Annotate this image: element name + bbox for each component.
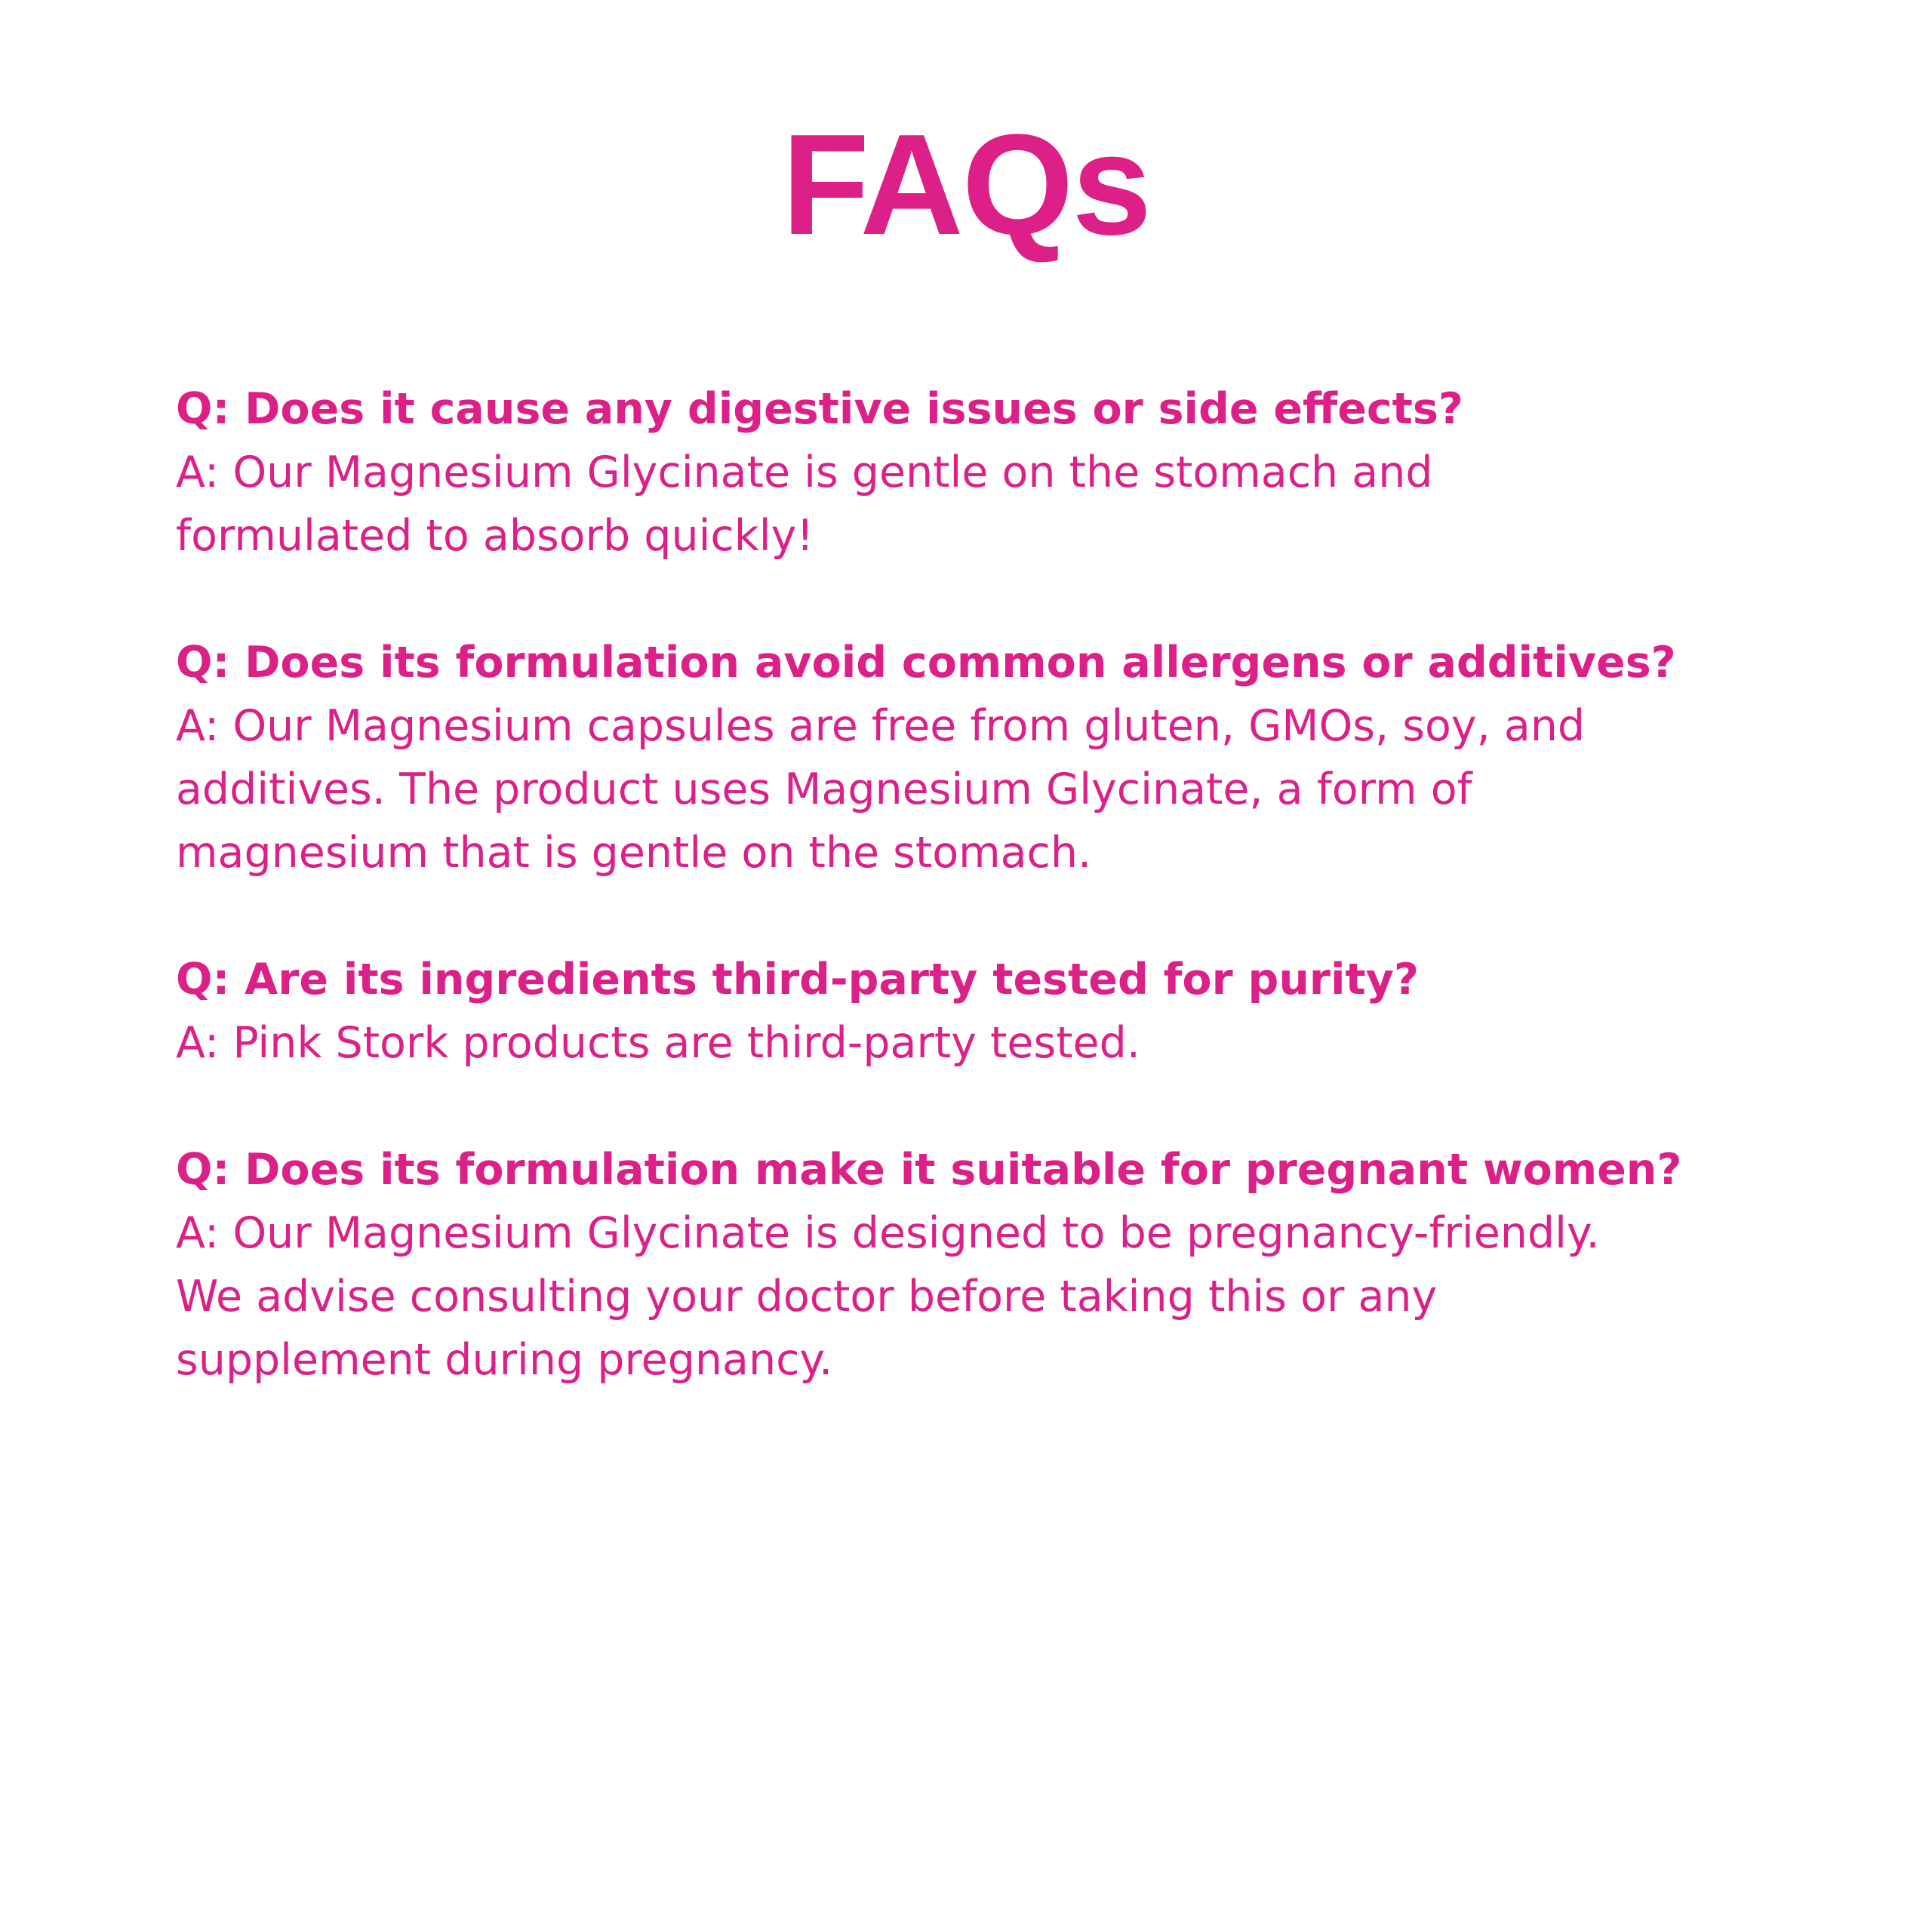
faq-answer-line: additives. The product uses Magnesium Glycinate, a form of <box>176 764 1472 814</box>
faq-question: Q: Does its formulation make it suitable for pregnant women? <box>176 1145 1682 1195</box>
faq-item <box>176 631 1806 884</box>
faq-item <box>176 377 1806 568</box>
faq-list <box>176 377 1806 1455</box>
faq-question: Q: Does it cause any digestive issues or side effects? <box>176 384 1463 434</box>
faq-answer-line: magnesium that is gentle on the stomach. <box>176 828 1092 878</box>
faq-answer-line: formulated to absorb quickly! <box>176 511 814 561</box>
faq-answer-line: We advise consulting your doctor before taking this or any <box>176 1272 1438 1321</box>
faq-answer-line: A: Our Magnesium Glycinate is gentle on the stomach and <box>176 448 1433 497</box>
faq-question: Q: Are its ingredients third-party tested for purity? <box>176 955 1420 1004</box>
faq-answer-line: A: Our Magnesium capsules are free from gluten, GMOs, soy, and <box>176 701 1586 751</box>
faq-item <box>176 948 1806 1075</box>
faq-question: Q: Does its formulation avoid common allergens or additives? <box>176 638 1676 688</box>
faq-item <box>176 1138 1806 1392</box>
page-title: FAQs <box>781 105 1151 265</box>
faq-answer-line: A: Our Magnesium Glycinate is designed to be pregnancy-friendly. <box>176 1208 1600 1258</box>
faq-answer-line: A: Pink Stork products are third-party tested. <box>176 1018 1140 1068</box>
faq-answer-line: supplement during pregnancy. <box>176 1335 833 1385</box>
